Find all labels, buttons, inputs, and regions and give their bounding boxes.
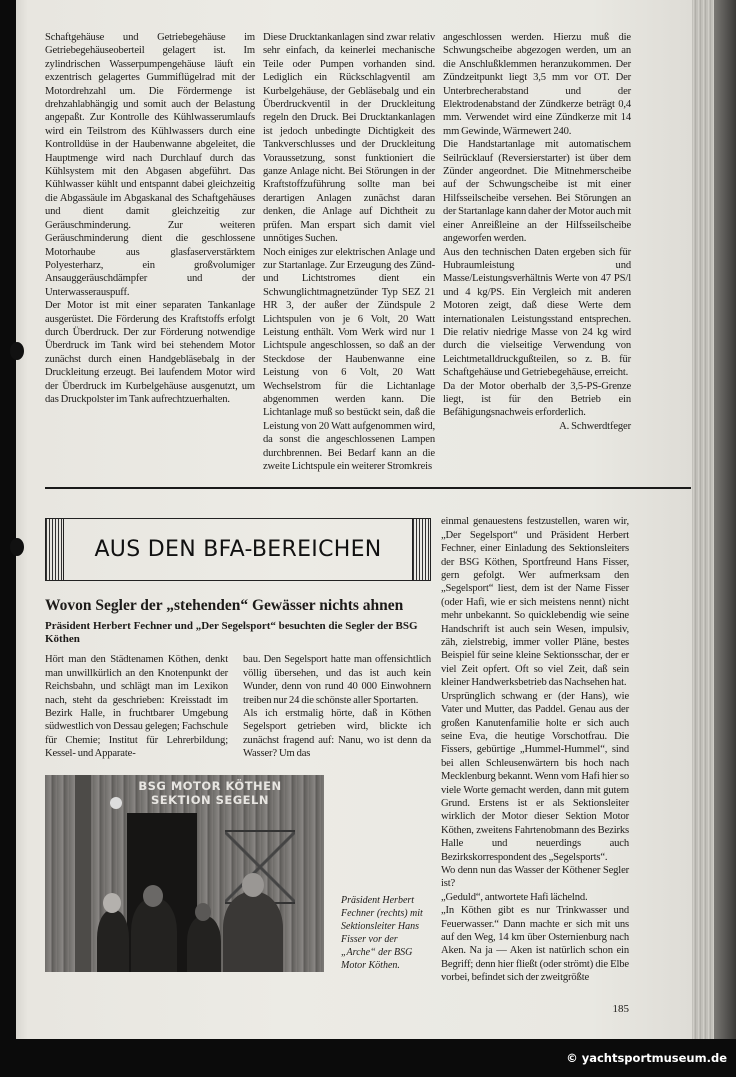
photo-person bbox=[97, 910, 129, 972]
binding-hole bbox=[10, 538, 24, 556]
binding-hole bbox=[10, 342, 24, 360]
paragraph: Noch einiges zur elektrischen Anlage und zur Startanlage. Zur Erzeugung des Zünd- und Lichtstromes dient ein Schwunglichtmagnetzünder Typ SEZ 21 HR 3, der außer der Zündspule 2 Lichtspulen von je 6 Volt, 20 Watt Leistung enthält. Vom Werk wird nur 1 Lichtspule angeschlossen, so daß an der Steckdose der Haubenwanne eine Leistung von 6 Volt, 20 Watt Wechselstrom für die Lichtanlage abgenommen werden kann. Die Lichtanlage muß so bestückt sein, daß die Leistung von 20 Watt aufgenommen wird, da sonst die angeschlossenen Lampen durchbrennen. Bei Bedarf kann an die zweite Lichtspule ein weiterer Stromkreis bbox=[263, 246, 435, 472]
sign-line: SEKTION SEGELN bbox=[151, 792, 269, 807]
photo-person bbox=[223, 892, 283, 972]
paragraph: Da der Motor oberhalb der 3,5-PS-Grenze liegt, ist für den Betrieb ein Befähigungsnachweis erforderlich. bbox=[443, 380, 631, 419]
article-column-2 bbox=[243, 653, 431, 760]
bottom-article bbox=[45, 515, 691, 1014]
article-headline: Wovon Segler der „stehenden“ Gewässer nichts ahnen bbox=[45, 597, 404, 615]
magazine-page bbox=[16, 0, 692, 1039]
photo-head bbox=[103, 893, 121, 913]
photo-sign bbox=[125, 779, 295, 807]
photo-lamp bbox=[110, 797, 122, 809]
top-article-column-3 bbox=[443, 31, 631, 433]
sign-line: BSG MOTOR KÖTHEN bbox=[138, 778, 282, 793]
author-byline: A. Schwerdtfeger bbox=[559, 420, 631, 432]
paragraph: Die Handstartanlage mit automatischem Seilrücklauf (Reversierstarter) ist über dem Zünder angeordnet. Die Mitnehmerscheibe auf der Schwungscheibe ist mit einer Hilfsseilscheibe versehen. Bei Störungen an der Startanlage kann daher der Motor auch mit einer Anreißleine an der Hilfsseilscheibe angeworfen werden. bbox=[443, 139, 631, 245]
top-article-column-2 bbox=[263, 31, 435, 473]
top-article bbox=[45, 31, 691, 473]
banner-stripes bbox=[412, 519, 430, 580]
paragraph: Wo denn nun das Wasser der Köthener Segler ist? bbox=[441, 864, 629, 890]
paragraph: Der Motor ist mit einer separaten Tankanlage ausgerüstet. Die Förderung des Kraftstoffs erfolgt durch Überdruck. Der zur Förderung notwendige Überdruck im Tank wird bei stehendem Motor zunächst durch einen Handgebläsebalg in der Druckleitung erzeugt. Bei laufendem Motor wird der Überdruck im Kurbelgehäuse ausgenutzt, um das Druckpolster im Tank aufrechtzuerhalten. bbox=[45, 300, 255, 405]
article-left-area bbox=[45, 515, 431, 971]
photo-head bbox=[242, 873, 264, 897]
photo-head bbox=[143, 885, 163, 907]
paragraph: Aus den technischen Daten ergeben sich für Hubraumleistung und Masse/Leistungsverhältnis Werte von 47 PS/l und 4 kg/PS. Ein Vergleich mit anderen Motoren zeigt, daß diese Werte dem internationalen Leistungsstand entsprechen. Die relativ niedrige Masse von 24 kg wird durch die vielseitige Verwendung von Leichtmetalldruckgußteilen, so z. B. für Schaftgehäuse und Getriebegehäuse, erreicht. bbox=[443, 246, 631, 379]
photo-head bbox=[195, 903, 211, 921]
page-content bbox=[45, 31, 691, 1015]
photo-boathouse bbox=[45, 775, 324, 972]
paragraph: Schaftgehäuse und Getriebegehäuse im Getriebegehäuseoberteil gelagert ist. Im zylindrischen Wasserpumpengehäuse läuft ein exzentrisch gelagertes Gummiflügelrad mit der Motordrehzahl um. Die Fördermenge ist drehzahlabhängig und somit auch der Belastung angepaßt. Zur Kontrolle des Kühlwasserumlaufs wird ein Teilstrom des Kühlwassers durch eine Kontrolldüse in der Haubenwanne abgeleitet, die Hauptmenge wird nach Durchlauf durch das Kühlsystem mit den Abgasen abgeführt. Das Kühlwasser kühlt und entspannt dabei gleichzeitig die Abgassäule im Abgaskanal des Schaftgehäuses und dient damit gleichzeitig zur Geräuschminderung. Zur weiteren Geräuschminderung dient die geschlossene Motorhaube aus glasfaserverstärktem Polyesterharz, ein großvolumiger Ansauggeräuschdämpfer und der Unterwasserauspuff. bbox=[45, 32, 255, 298]
photo-person bbox=[187, 916, 221, 972]
paragraph: einmal genauestens festzustellen, waren wir, „Der Segelsport“ und Präsident Herbert Fechner, einer Einladung des Sektionsleiters der BSG Köthen, Sportfreund Hans Fisser, gern gefolgt. Wer aufmerksam den „Segelsport“ liest, dem ist der Name Fisser (oder Hafi, wie er sich meistens nennt) nicht mehr unbekannt. So quicklebendig wie seine Handschrift ist auch sein Wesen, impulsiv, zäh, zielstrebig, immer voller Pläne, bestes Beispiel für seine kleine Sektionsschar, der er viel Zeit opfert. Oft so viel Zeit, daß sein kleiner Handwerksbetrieb das Nachsehen hat. bbox=[441, 516, 629, 689]
top-article-column-1 bbox=[45, 31, 255, 406]
paragraph: bau. Den Segelsport hatte man offensichtlich völlig übersehen, und das ist auch kein Wunder, denn von rund 40 000 Einwohnern treiben nur 24 die schönste aller Sportarten. bbox=[243, 654, 431, 706]
paragraph: Ursprünglich schwang er (der Hans), wie Vater und Mutter, das Paddel. Genau aus der großen Kanutenfamilie holte er sich auch seine Eva, die heutige Vorschotfrau. Die Fissers, gebürtige „Hummel-Hummel“, sind bei allen Schleusenwärtern bis hoch nach Mecklenburg bekannt. Wenn vom Hafi hier so viele Worte gemacht werden, dann mit gutem Grund. Erstens ist er als Sektionsleiter wirklich der Motor dieser Sektion Motor Köthen, zweitens Fahrtenobmann des Bezirks Halle und neuerdings auch Bezirkskorrespondent des „Segelsports“. bbox=[441, 690, 629, 863]
paragraph: Als ich erstmalig hörte, daß in Köthen Segelsport getrieben wird, blickte ich zunächst fragend auf: Nanu, wo ist denn da Wasser? Um das bbox=[243, 708, 431, 760]
photo-person bbox=[131, 898, 177, 972]
paragraph: angeschlossen werden. Hierzu muß die Schwungscheibe abgezogen werden, um an die Anschlußklemmen heranzukommen. Der Zündzeitpunkt liegt 3,5 mm vor OT. Der Unterbrecherabstand und der Elektrodenabstand der Zündkerze beträgt 0,4 mm. Verwendet wird eine Zündkerze mit 14 mm Gewinde, Wärmewert 240. bbox=[443, 32, 631, 137]
photo-with-caption bbox=[45, 775, 431, 972]
banner-stripes bbox=[46, 519, 64, 580]
page-number: 185 bbox=[612, 1002, 629, 1015]
paragraph: „Geduld“, antwortete Hafi lächelnd. bbox=[441, 891, 588, 903]
article-columns bbox=[45, 653, 431, 760]
article-right-area bbox=[441, 515, 629, 1014]
article-column-3 bbox=[441, 515, 629, 984]
copyright-watermark: © yachtsportmuseum.de bbox=[566, 1050, 727, 1065]
article-column-1 bbox=[45, 653, 228, 760]
article-subtitle: Präsident Herbert Fechner und „Der Segelsport“ besuchten die Segler der BSG Köthen bbox=[45, 620, 418, 645]
paragraph: Hört man den Städtenamen Köthen, denkt man unwillkürlich an den Knotenpunkt der Reichsbahn, und schlägt man im Lexikon nach, steht da geschrieben: Kreisstadt im Bezirk Halle, in fruchtbarer Umgebung südwestlich von Dessau gelegen; Fachschule für Chemie; Institut für Lehrerbildung; Kessel- und Apparate- bbox=[45, 654, 228, 760]
photo-caption: Präsident Herbert Fechner (rechts) mit Sektionsleiter Hans Fisser vor der „Arche“ der BSG Motor Köthen. bbox=[341, 894, 423, 971]
paragraph: „In Köthen gibt es nur Trinkwasser und Feuerwasser.“ Dann machte er sich mit uns auf den Weg, 14 km über Osternienburg nach Aken. Na ja — Aken ist natürlich schon ein Begriff; denn hier fließt (oder strömt) die Elbe vorbei, befindet sich der zweitgrößte bbox=[441, 905, 629, 984]
photo-post bbox=[75, 775, 91, 972]
bottom-strip bbox=[0, 1039, 736, 1077]
book-edge-shadow bbox=[714, 0, 736, 1039]
section-banner bbox=[45, 518, 431, 581]
paragraph: Diese Drucktankanlagen sind zwar relativ sehr einfach, da keinerlei mechanische Teile oder Pumpen vorhanden sind. Lediglich ein Rückschlagventil am Kurbelgehäuse, der Gebläsebalg und ein Überdruckventil in der Druckleitung regeln den Druck. Bei Drucktankanlagen ist jedoch unbedingte Dichtigkeit des Tankverschlusses und der Druckleitung Voraussetzung, sonst funktioniert die ganze Anlage nicht. Bei Störungen in der Kraftstoffzuführung sollte man bei derartigen Anlagen zunächst daran denken, die Anlage auf Dichtheit zu prüfen. Man erspart sich damit viel unnötiges Suchen. bbox=[263, 32, 435, 245]
section-divider bbox=[45, 487, 691, 489]
section-banner-title: AUS DEN BFA-BEREICHEN bbox=[94, 537, 382, 563]
